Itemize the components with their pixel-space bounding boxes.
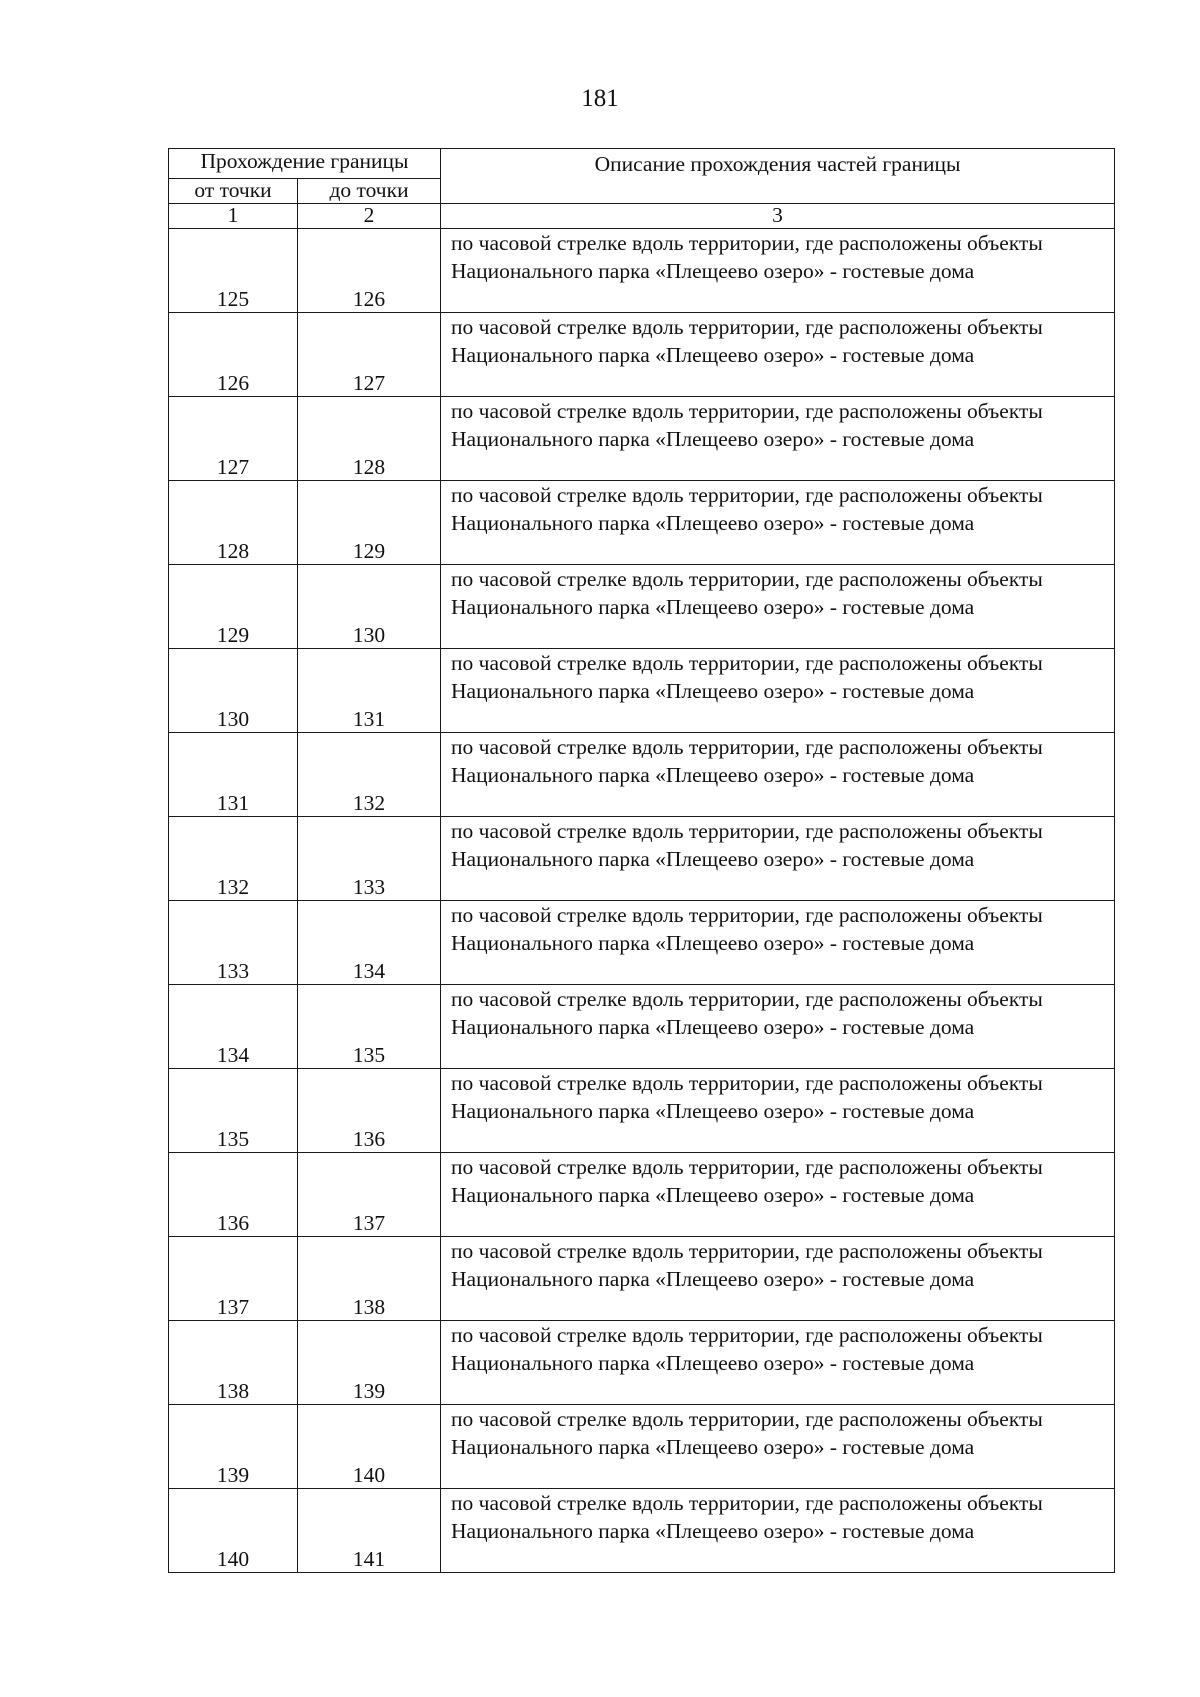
description-cell: по часовой стрелке вдоль территории, где расположены объекты Национального парка «Плещеево озеро» - гостевые дома — [441, 1153, 1115, 1237]
description-cell: по часовой стрелке вдоль территории, где расположены объекты Национального парка «Плещеево озеро» - гостевые дома — [441, 565, 1115, 649]
description-cell: по часовой стрелке вдоль территории, где расположены объекты Национального парка «Плещеево озеро» - гостевые дома — [441, 817, 1115, 901]
description-cell: по часовой стрелке вдоль территории, где расположены объекты Национального парка «Плещеево озеро» - гостевые дома — [441, 229, 1115, 313]
table-row — [169, 229, 1115, 313]
from-point-cell: 137 — [169, 1237, 298, 1321]
to-point-cell: 140 — [298, 1405, 441, 1489]
description-header: Описание прохождения частей границы — [441, 149, 1115, 204]
from-point-cell: 133 — [169, 901, 298, 985]
from-point-cell: 131 — [169, 733, 298, 817]
page-number: 181 — [581, 85, 619, 112]
to-point-cell: 137 — [298, 1153, 441, 1237]
table-row — [169, 1405, 1115, 1489]
to-point-cell: 133 — [298, 817, 441, 901]
from-point-cell: 129 — [169, 565, 298, 649]
from-point-cell: 135 — [169, 1069, 298, 1153]
table-row — [169, 565, 1115, 649]
to-point-cell: 132 — [298, 733, 441, 817]
to-point-cell: 134 — [298, 901, 441, 985]
from-point-header: от точки — [169, 179, 298, 204]
table-row — [169, 1069, 1115, 1153]
table-header — [169, 149, 1115, 229]
from-point-cell: 134 — [169, 985, 298, 1069]
to-point-header: до точки — [298, 179, 441, 204]
description-cell: по часовой стрелке вдоль территории, где расположены объекты Национального парка «Плещеево озеро» - гостевые дома — [441, 985, 1115, 1069]
to-point-cell: 131 — [298, 649, 441, 733]
table-row — [169, 649, 1115, 733]
table-row — [169, 733, 1115, 817]
description-cell: по часовой стрелке вдоль территории, где расположены объекты Национального парка «Плещеево озеро» - гостевые дома — [441, 1069, 1115, 1153]
boundary-table — [168, 148, 1115, 1573]
to-point-cell: 136 — [298, 1069, 441, 1153]
table-row — [169, 1321, 1115, 1405]
description-cell: по часовой стрелке вдоль территории, где расположены объекты Национального парка «Плещеево озеро» - гостевые дома — [441, 1489, 1115, 1573]
to-point-cell: 128 — [298, 397, 441, 481]
from-point-cell: 130 — [169, 649, 298, 733]
table-row — [169, 397, 1115, 481]
description-cell: по часовой стрелке вдоль территории, где расположены объекты Национального парка «Плещеево озеро» - гостевые дома — [441, 313, 1115, 397]
to-point-cell: 135 — [298, 985, 441, 1069]
from-point-cell: 126 — [169, 313, 298, 397]
table-row — [169, 901, 1115, 985]
to-point-cell: 126 — [298, 229, 441, 313]
description-cell: по часовой стрелке вдоль территории, где расположены объекты Национального парка «Плещеево озеро» - гостевые дома — [441, 481, 1115, 565]
from-point-cell: 128 — [169, 481, 298, 565]
table-row — [169, 817, 1115, 901]
from-point-cell: 140 — [169, 1489, 298, 1573]
table-row — [169, 985, 1115, 1069]
to-point-cell: 141 — [298, 1489, 441, 1573]
boundary-passage-header: Прохождение границы — [169, 149, 441, 179]
to-point-cell: 129 — [298, 481, 441, 565]
table-body — [169, 229, 1115, 1573]
to-point-cell: 138 — [298, 1237, 441, 1321]
from-point-cell: 127 — [169, 397, 298, 481]
from-point-cell: 138 — [169, 1321, 298, 1405]
description-cell: по часовой стрелке вдоль территории, где расположены объекты Национального парка «Плещеево озеро» - гостевые дома — [441, 1237, 1115, 1321]
table-row — [169, 1237, 1115, 1321]
from-point-cell: 136 — [169, 1153, 298, 1237]
to-point-cell: 139 — [298, 1321, 441, 1405]
description-cell: по часовой стрелке вдоль территории, где расположены объекты Национального парка «Плещеево озеро» - гостевые дома — [441, 649, 1115, 733]
to-point-cell: 127 — [298, 313, 441, 397]
from-point-cell: 139 — [169, 1405, 298, 1489]
column-number-2: 2 — [298, 204, 441, 229]
from-point-cell: 132 — [169, 817, 298, 901]
column-number-3: 3 — [441, 204, 1115, 229]
description-cell: по часовой стрелке вдоль территории, где расположены объекты Национального парка «Плещеево озеро» - гостевые дома — [441, 397, 1115, 481]
description-cell: по часовой стрелке вдоль территории, где расположены объекты Национального парка «Плещеево озеро» - гостевые дома — [441, 1405, 1115, 1489]
from-point-cell: 125 — [169, 229, 298, 313]
description-cell: по часовой стрелке вдоль территории, где расположены объекты Национального парка «Плещеево озеро» - гостевые дома — [441, 733, 1115, 817]
description-cell: по часовой стрелке вдоль территории, где расположены объекты Национального парка «Плещеево озеро» - гостевые дома — [441, 1321, 1115, 1405]
column-number-1: 1 — [169, 204, 298, 229]
table-row — [169, 313, 1115, 397]
table-row — [169, 481, 1115, 565]
table-row — [169, 1489, 1115, 1573]
table-row — [169, 1153, 1115, 1237]
description-cell: по часовой стрелке вдоль территории, где расположены объекты Национального парка «Плещеево озеро» - гостевые дома — [441, 901, 1115, 985]
to-point-cell: 130 — [298, 565, 441, 649]
